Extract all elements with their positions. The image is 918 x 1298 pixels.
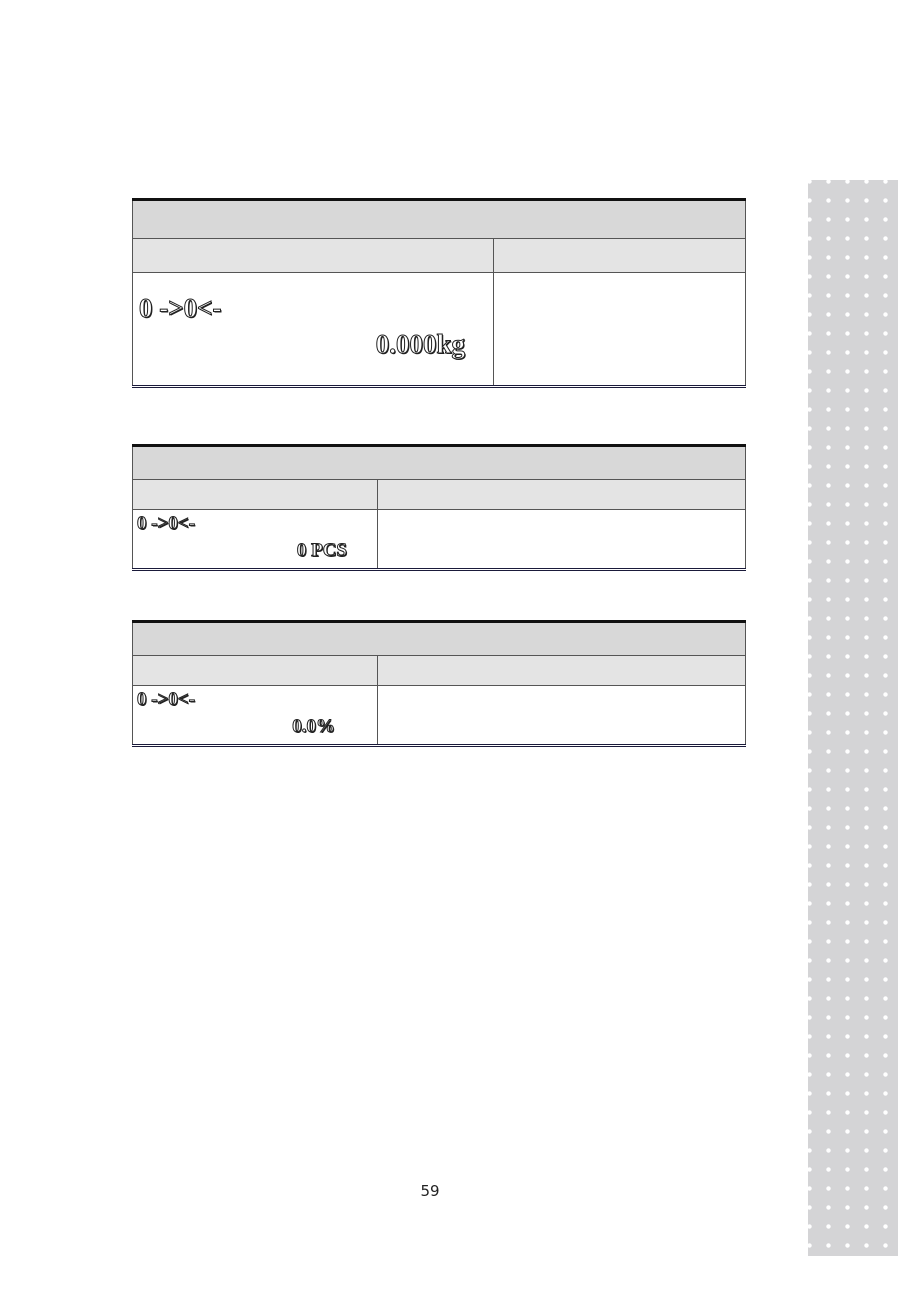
table-title <box>132 623 746 656</box>
table-row <box>132 510 746 568</box>
weight-mode-table <box>132 198 746 388</box>
zero-indicator: 0 ->0<- <box>139 293 222 323</box>
table-title <box>132 447 746 480</box>
display-column-header <box>133 239 493 272</box>
percent-value: 0.0% <box>292 716 335 737</box>
description-column-header <box>493 239 745 272</box>
table-header-row <box>132 656 746 686</box>
display-column-header <box>133 480 377 509</box>
description-column-header <box>377 480 745 509</box>
display-readout <box>133 510 377 568</box>
zero-indicator: 0 ->0<- <box>137 689 196 710</box>
count-mode-table <box>132 444 746 571</box>
table-row <box>132 273 746 385</box>
count-value: 0 PCS <box>296 540 347 561</box>
display-readout <box>133 273 493 385</box>
page-number: 59 <box>420 1182 440 1200</box>
percent-mode-table <box>132 620 746 747</box>
description-cell <box>493 273 745 385</box>
table-header-row <box>132 239 746 273</box>
description-cell <box>377 510 745 568</box>
dotted-side-tab <box>808 180 898 1256</box>
weight-value: 0.000kg <box>375 329 465 359</box>
table-title <box>132 201 746 239</box>
description-cell <box>377 686 745 744</box>
table-header-row <box>132 480 746 510</box>
display-column-header <box>133 656 377 685</box>
zero-indicator: 0 ->0<- <box>137 513 196 534</box>
display-readout <box>133 686 377 744</box>
description-column-header <box>377 656 745 685</box>
table-row <box>132 686 746 744</box>
